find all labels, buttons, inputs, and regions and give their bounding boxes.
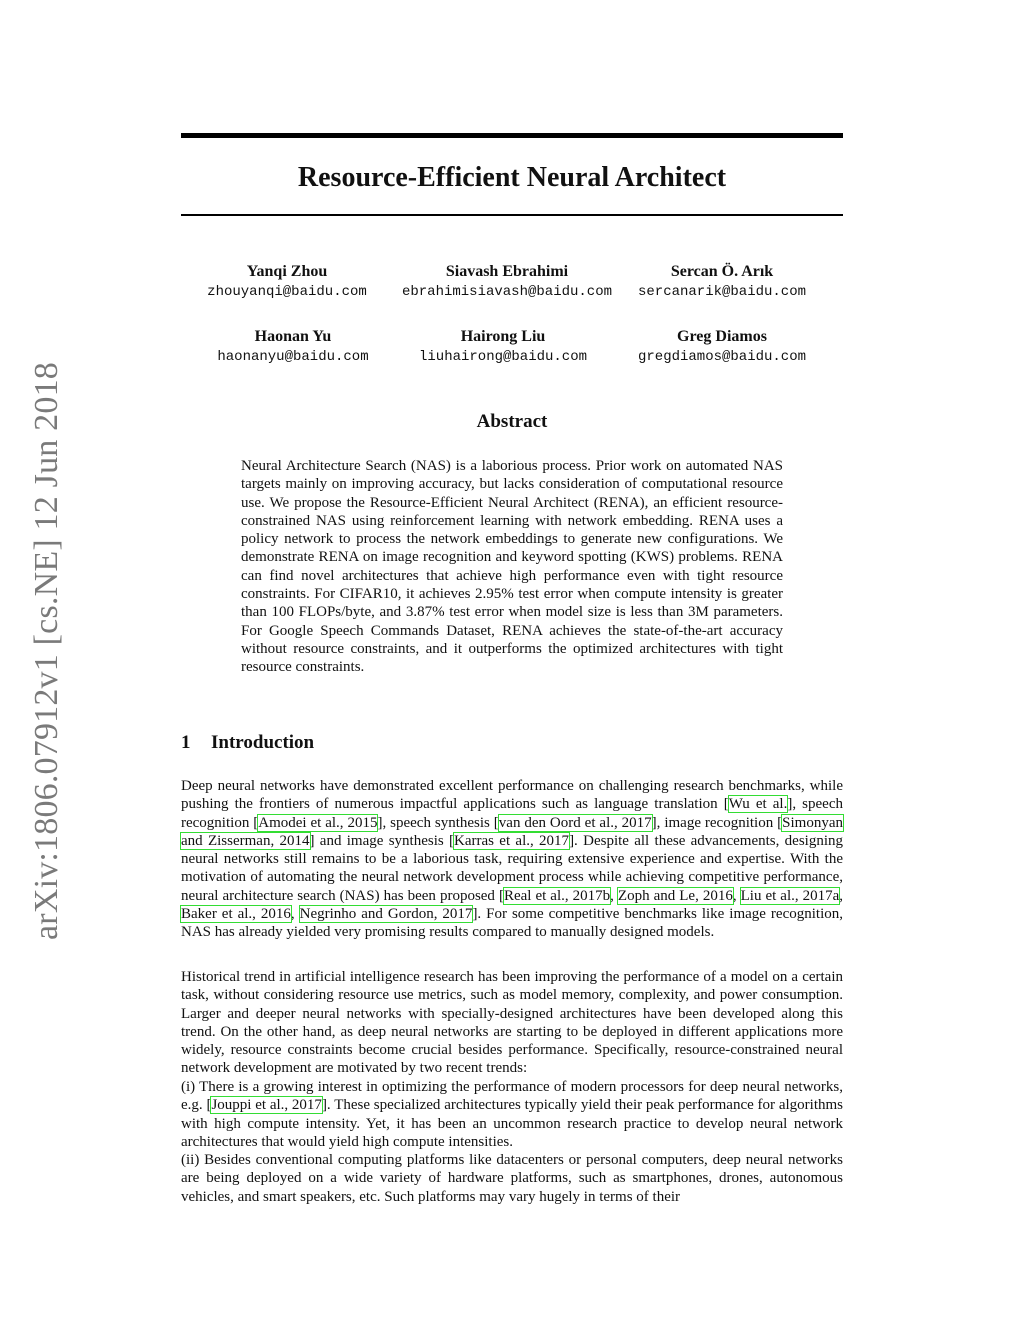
author-email: sercanarik@baidu.com — [637, 284, 807, 300]
arxiv-identifier: arXiv:1806.07912v1 [cs.NE] 12 Jun 2018 — [28, 362, 65, 940]
text-run: ], image recognition [ — [651, 814, 783, 831]
intro-paragraph-4: (ii) Besides conventional computing platforms like datacenters or personal computers, deep neural networks are being deployed on a wide variety of hardware platforms, such as smartphones, drones, autonomous vehicles, and smart speakers, etc. Such platforms may vary hugely in terms of their — [181, 1152, 843, 1205]
citation-link[interactable]: Baker et al., 2016 — [181, 906, 291, 923]
author-name: Haonan Yu — [254, 328, 332, 345]
section-title: Introduction — [211, 732, 315, 753]
text-run: Deep neural networks have demonstrated excellent performance on challenging research benchmarks, while pushing the frontiers of numerous impactful applications such as language translation [ — [181, 778, 843, 813]
author-name: Greg Diamos — [677, 328, 767, 345]
citation-link[interactable]: Jouppi et al., 2017 — [211, 1097, 322, 1114]
author-6 — [607, 327, 837, 367]
author-4 — [178, 327, 408, 367]
text-run: ]. For some competitive benchmarks like image recognition, NAS has already yielded very promising results compared to manually designed models. — [181, 906, 843, 941]
author-3 — [607, 262, 837, 302]
citation-link[interactable]: Karras et al., 2017 — [454, 832, 570, 849]
text-run: ]. Despite all these advancements, designing neural networks still remains to be a laborious task, requiring extensive experience and expertise. With the motivation of automating the neural network development process while achieving competitive performance, neural architecture search (NAS) has been proposed [ — [181, 832, 843, 904]
intro-paragraph-3 — [181, 1078, 843, 1151]
title-rule-top — [181, 133, 843, 138]
text-run: , — [732, 887, 741, 904]
author-2 — [392, 262, 622, 302]
author-1 — [172, 262, 402, 302]
author-name: Siavash Ebrahimi — [445, 263, 569, 280]
intro-paragraph-1 — [181, 777, 843, 942]
author-name: Yanqi Zhou — [246, 263, 328, 280]
text-run: (i) There is a growing interest in optimizing the performance of modern processors for deep neural networks, e.g. [ — [181, 1079, 843, 1114]
citation-link[interactable]: Negrinho and Gordon, 2017 — [299, 906, 473, 923]
author-5 — [388, 327, 618, 367]
abstract-text: Neural Architecture Search (NAS) is a laborious process. Prior work on automated NAS targets mainly on improving accuracy, but lacks consideration of computational resource use. We propose the Resource-Efficient Neural Architect (RENA), an efficient resource-constrained NAS using reinforcement learning with network embedding. RENA uses a policy network to process the network embeddings to generate new configurations. We demonstrate RENA on image recognition and keyword spotting (KWS) problems. RENA can find novel architectures that achieve high performance even with tight resource constraints. For CIFAR10, it achieves 2.95% test error when compute intensity is greater than 100 FLOPs/byte, and 3.87% test error when model size is less than 3M parameters. For Google Speech Commands Dataset, RENA achieves the state-of-the-art accuracy without resource constraints, and it outperforms the optimized architectures with tight resource constraints. — [241, 458, 783, 676]
text-run: , — [610, 887, 618, 904]
citation-link[interactable]: van den Oord et al., 2017 — [498, 814, 652, 831]
author-email: gregdiamos@baidu.com — [637, 349, 807, 365]
citation-link[interactable]: Simonyan and Zisserman, 2014 — [181, 814, 843, 849]
paper-title: Resource-Efficient Neural Architect — [297, 162, 727, 193]
abstract-heading: Abstract — [476, 411, 548, 432]
text-run: ] and image synthesis [ — [309, 832, 455, 849]
author-name: Hairong Liu — [460, 328, 546, 345]
text-run: ], speech recognition [ — [181, 796, 843, 831]
citation-link[interactable]: Liu et al., 2017a — [740, 887, 840, 904]
author-name: Sercan Ö. Arık — [670, 263, 774, 280]
author-email: liuhairong@baidu.com — [418, 349, 588, 365]
citation-link[interactable]: Wu et al. — [728, 796, 788, 813]
intro-paragraph-2: Historical trend in artificial intelligence research has been improving the performance of a model on a certain task, without considering resource use metrics, such as model memory, complexity, and power consumption. Larger and deeper neural networks with specially-designed architectures have been developed along this trend. On the other hand, as deep neural networks are starting to be deployed in different applications more widely, resource constraints become crucial besides performance. Specifically, resource-constrained neural network development are motivated by two recent trends: — [181, 969, 843, 1077]
section-heading-introduction — [181, 732, 314, 754]
text-run: ], speech synthesis [ — [377, 814, 499, 831]
author-email: haonanyu@baidu.com — [217, 349, 369, 365]
author-email: zhouyanqi@baidu.com — [207, 284, 367, 300]
author-email: ebrahimisiavash@baidu.com — [401, 284, 613, 300]
citation-link[interactable]: Real et al., 2017b — [503, 887, 611, 904]
text-run: , — [839, 887, 844, 904]
section-number: 1 — [181, 732, 191, 753]
citation-link[interactable]: Amodei et al., 2015 — [258, 814, 378, 831]
text-run: , — [290, 906, 300, 923]
title-rule-bottom — [181, 214, 843, 216]
text-run: ]. These specialized architectures typically yield their peak performance for algorithms with high compute intensity. Yet, it has been an uncommon research practice to develop neural network architectures that would yield high compute intensities. — [181, 1097, 843, 1150]
citation-link[interactable]: Zoph and Le, 2016 — [617, 887, 733, 904]
